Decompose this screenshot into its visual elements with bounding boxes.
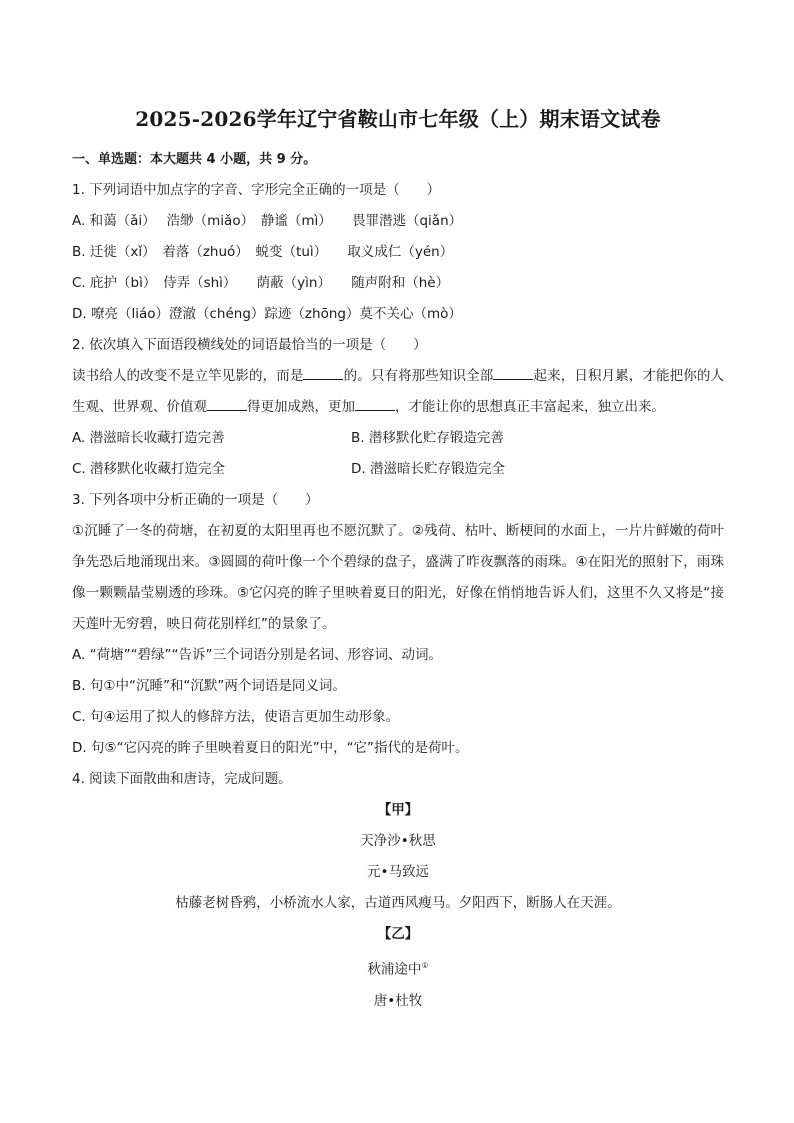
passage-text: 的。只有将那些知识全部 <box>343 368 494 384</box>
poem-title-yi <box>72 950 724 986</box>
option-b: B. 迁徙（xǐ） 着落（zhuó） 蜕变（tuì） 取义成仁（yén） <box>72 244 454 260</box>
question-1 <box>72 175 724 330</box>
passage-text: ，才能让你的思想真正丰富起来，独立出来。 <box>395 399 665 415</box>
section-heading: 一、单选题：本大题共 4 小题，共 9 分。 <box>72 152 317 167</box>
passage-text: 读书给人的改变不是立竿见影的，而是 <box>72 368 304 384</box>
question-stem: 3. 下列各项中分析正确的一项是（ ） <box>72 492 319 508</box>
question-passage <box>72 361 724 423</box>
passage-text: 的人生观、世界观、价值观 <box>72 368 725 415</box>
poem-author-jia: 元•马致远 <box>367 864 429 880</box>
poem-title-jia: 天净沙•秋思 <box>360 833 436 849</box>
option-d: D. 嘹亮（liáo）澄澈（chéng）踪迹（zhōng）莫不关心（mò） <box>72 306 462 322</box>
option-c: C. 庇护（bì） 侍弄（shì） 荫蔽（yìn） 随声附和（hè） <box>72 275 450 291</box>
page-title: 2025-2026学年辽宁省鞍山市七年级（上）期末语文试卷 <box>135 107 661 131</box>
question-2 <box>72 330 724 485</box>
option-a: A. “荷塘”“碧绿”“告诉”三个词语分别是名词、形容词、动词。 <box>72 647 443 663</box>
option-b: B. 句①中“沉睡”和“沉默”两个词语是同义词。 <box>72 678 346 694</box>
fill-blank <box>303 365 343 380</box>
option-a: A. 和蔼（ǎi） 浩缈（miǎo） 静谧（mì） 畏罪潜逃（qiǎn） <box>72 213 463 229</box>
poem-label-yi: 【乙】 <box>377 926 419 942</box>
question-3 <box>72 485 724 764</box>
question-stem: 1. 下列词语中加点字的字音、字形完全正确的一项是（ ） <box>72 182 441 198</box>
poem-text-jia: 枯藤老树昏鸦，小桥流水人家，古道西风瘦马。夕阳西下，断肠人在天涯。 <box>175 895 621 911</box>
poem-author-yi: 唐•杜牧 <box>373 992 423 1009</box>
passage-text: 起来，日积月累，才能把你 <box>533 368 697 384</box>
option-d: D. 潜滋暗长贮存锻造完全 <box>351 461 505 477</box>
footnote-marker: ① <box>421 961 429 970</box>
question-passage: ①沉睡了一冬的荷塘，在初夏的太阳里再也不愿沉默了。②残荷、枯叶、断梗间的水面上，一片片鲜嫩的荷叶争先恐后地涌现出来。③圆圆的荷叶像一个个碧绿的盘子，盛满了昨夜飘落的雨珠。④在阳光的照射下，雨珠像一颗颗晶莹剔透的珍珠。⑤它闪亮的眸子里映着夏日的阳光，好像在悄悄地告诉人们，这里不久又将是“接天莲叶无穷碧，映日荷花别样红”的景象了。 <box>72 523 724 632</box>
fill-blank <box>355 396 395 411</box>
option-d: D. 句⑤“它闪亮的眸子里映着夏日的阳光”中，“它”指代的是荷叶。 <box>72 740 469 756</box>
option-c: C. 潜移默化收藏打造完全 <box>72 461 226 477</box>
option-a: A. 潜滋暗长收藏打造完善 <box>72 430 225 446</box>
question-stem: 2. 依次填入下面语段横线处的词语最恰当的一项是（ ） <box>72 337 427 353</box>
poem-label-jia: 【甲】 <box>377 802 419 818</box>
question-stem: 4. 阅读下面散曲和唐诗，完成问题。 <box>72 771 292 787</box>
fill-blank <box>493 365 533 380</box>
poem-title-text: 秋浦途中 <box>367 961 422 978</box>
option-b: B. 潜移默化贮存锻造完善 <box>351 430 504 446</box>
question-4 <box>72 764 724 1017</box>
option-c: C. 句④运用了拟人的修辞方法，使语言更加生动形象。 <box>72 709 400 725</box>
passage-text: 得更加成熟，更加 <box>247 399 355 415</box>
fill-blank <box>207 396 247 411</box>
options-grid <box>72 423 724 485</box>
